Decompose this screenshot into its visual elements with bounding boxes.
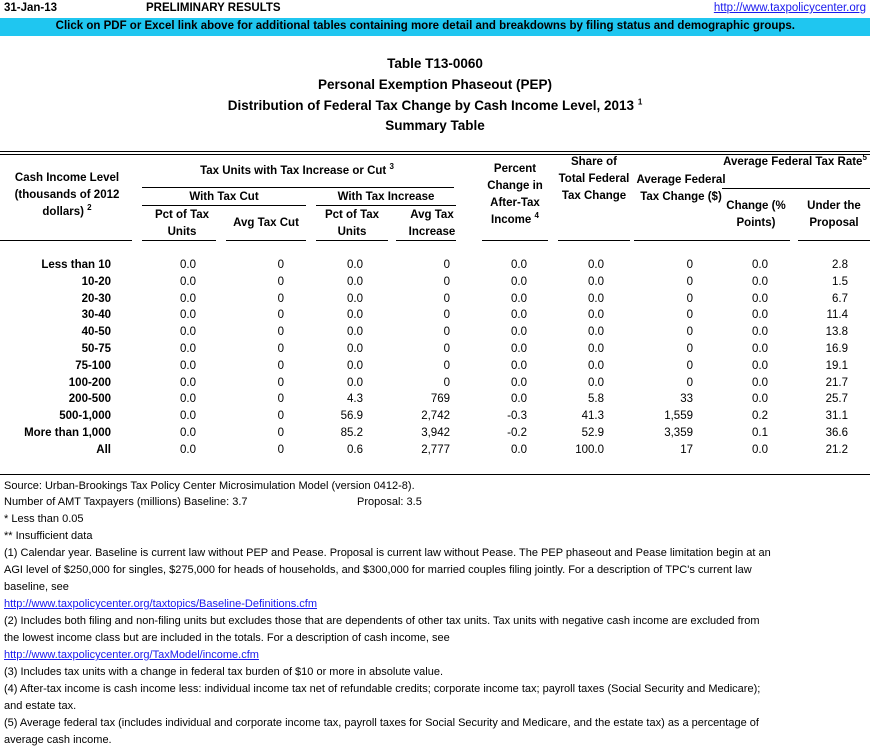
income-level-cell: 200-500 xyxy=(68,393,111,406)
col-rule xyxy=(142,240,216,241)
rate-change-cell: 0.0 xyxy=(752,275,768,288)
avg-fed-tax-change-cell: 0 xyxy=(686,292,693,305)
avg-tax-increase-cell: 0 xyxy=(443,376,450,389)
share-total-change-cell: 41.3 xyxy=(581,410,604,423)
pct-units-increase-cell: 0.0 xyxy=(347,292,363,305)
rate-under-proposal-cell: 1.5 xyxy=(832,275,848,288)
avg-fed-tax-change-cell: 0 xyxy=(686,343,693,355)
table-row xyxy=(0,425,870,442)
pct-units-increase-cell: 0.0 xyxy=(347,359,363,372)
rate-change-cell: 0.2 xyxy=(752,410,768,423)
insufficient-note: ** Insufficient data xyxy=(4,530,93,542)
amt-proposal: Proposal: 3.5 xyxy=(357,496,422,508)
pct-units-increase-cell: 0.0 xyxy=(347,376,363,389)
top-rule xyxy=(0,151,870,152)
pct-units-increase-cell: 0.6 xyxy=(347,443,363,456)
avg-tax-cut-cell: 0 xyxy=(277,326,284,339)
avg-fed-tax-change-cell: 0 xyxy=(686,309,693,322)
header-avg-tax-increase: Avg Tax Increase xyxy=(408,209,456,238)
avg-tax-increase-cell: 0 xyxy=(443,309,450,322)
rate-change-cell: 0.0 xyxy=(752,292,768,305)
income-level-cell: 20-30 xyxy=(81,292,111,305)
rate-change-cell: 0.0 xyxy=(752,259,768,271)
pct-units-cut-cell: 0.0 xyxy=(180,376,196,389)
table-title: Personal Exemption Phaseout (PEP) xyxy=(317,77,553,92)
header-income-level xyxy=(6,170,128,221)
pct-change-after-tax-cell: 0.0 xyxy=(511,326,527,339)
avg-tax-cut-cell: 0 xyxy=(277,427,284,439)
rate-change-cell: 0.0 xyxy=(752,359,768,372)
income-level-text: Cash Income Level (thousands of 2012 dollars) xyxy=(14,172,120,218)
preliminary-status: PRELIMINARY RESULTS xyxy=(146,2,281,14)
share-total-change-cell: 0.0 xyxy=(588,275,604,288)
col-rule xyxy=(396,240,456,241)
group-rule xyxy=(142,187,454,188)
table-row xyxy=(0,274,870,291)
rate-change-cell: 0.0 xyxy=(752,326,768,339)
share-total-change-cell: 0.0 xyxy=(588,259,604,271)
share-total-change-cell: 0.0 xyxy=(588,326,604,339)
share-total-change-cell: 0.0 xyxy=(588,309,604,322)
rate-under-proposal-cell: 11.4 xyxy=(826,309,848,322)
footnote-ref: 3 xyxy=(389,162,394,172)
share-total-change-cell: 0.0 xyxy=(588,292,604,305)
avg-fed-tax-change-cell: 0 xyxy=(686,275,693,288)
pct-units-increase-cell: 0.0 xyxy=(347,343,363,355)
rate-under-proposal-cell: 16.9 xyxy=(825,343,848,355)
rate-under-proposal-cell: 31.1 xyxy=(825,410,848,423)
table-row xyxy=(0,391,870,408)
share-total-change-cell: 52.9 xyxy=(581,427,604,439)
table-row xyxy=(0,408,870,425)
pct-change-after-tax-cell: 0.0 xyxy=(511,275,527,288)
income-level-cell: 30-40 xyxy=(81,309,111,322)
income-level-cell: More than 1,000 xyxy=(24,427,111,439)
footnote-ref: 2 xyxy=(87,203,92,213)
share-total-change-cell: 0.0 xyxy=(588,343,604,355)
pct-units-cut-cell: 0.0 xyxy=(180,343,196,355)
avg-tax-increase-cell: 0 xyxy=(443,275,450,288)
rate-under-proposal-cell: 21.2 xyxy=(825,443,848,456)
header-rate-change: Change (% Points) xyxy=(726,200,786,229)
avg-fed-tax-change-cell: 1,559 xyxy=(664,410,693,423)
pct-units-cut-cell: 0.0 xyxy=(180,443,196,456)
avg-fed-tax-change-cell: 17 xyxy=(680,443,693,456)
rate-change-cell: 0.0 xyxy=(752,343,768,355)
income-level-cell: 40-50 xyxy=(81,326,111,339)
baseline-definitions-link[interactable]: http://www.taxpolicycenter.org/taxtopics/Baseline-Definitions.cfm xyxy=(4,598,318,610)
avg-tax-increase-cell: 0 xyxy=(443,259,450,271)
avg-tax-cut-cell: 0 xyxy=(277,393,284,406)
table-row xyxy=(0,358,870,375)
avg-tax-increase-cell: 769 xyxy=(430,393,450,406)
avg-tax-increase-cell: 0 xyxy=(443,359,450,372)
pct-change-after-tax-cell: -0.3 xyxy=(507,410,527,423)
tax-units-text: Tax Units with Tax Increase or Cut xyxy=(200,165,387,177)
rate-group-rule xyxy=(722,188,870,189)
table-subtitle xyxy=(0,98,870,113)
col-rule xyxy=(226,240,306,241)
footnote-3: (3) Includes tax units with a change in federal tax burden of $10 or more in absolute value. xyxy=(4,666,444,678)
rate-under-proposal-cell: 2.8 xyxy=(832,259,848,271)
avg-tax-increase-cell: 0 xyxy=(443,292,450,305)
pct-units-increase-cell: 4.3 xyxy=(347,393,363,406)
share-total-change-cell: 0.0 xyxy=(588,359,604,372)
income-level-cell: All xyxy=(96,443,111,456)
table-row xyxy=(0,257,870,274)
site-link[interactable]: http://www.taxpolicycenter.org xyxy=(713,2,866,14)
table-row xyxy=(0,307,870,324)
avg-tax-increase-cell: 0 xyxy=(443,326,450,339)
income-definition-link[interactable]: http://www.taxpolicycenter.org/TaxModel/income.cfm xyxy=(4,649,259,661)
pct-units-increase-cell: 56.9 xyxy=(340,410,363,423)
amt-baseline: Number of AMT Taxpayers (millions) Baseline: 3.7 xyxy=(4,496,248,508)
pct-units-cut-cell: 0.0 xyxy=(180,309,196,322)
pct-change-after-tax-cell: 0.0 xyxy=(511,393,527,406)
rate-under-proposal-cell: 36.6 xyxy=(825,427,848,439)
avg-tax-cut-cell: 0 xyxy=(277,259,284,271)
footnote-ref: 1 xyxy=(637,97,643,107)
pct-units-increase-cell: 85.2 xyxy=(340,427,363,439)
header-avg-tax-cut: Avg Tax Cut xyxy=(233,217,299,229)
pct-change-after-tax-cell: -0.2 xyxy=(507,427,527,439)
rate-change-cell: 0.0 xyxy=(752,309,768,322)
income-level-cell: 50-75 xyxy=(81,343,111,355)
avg-fed-tax-change-cell: 0 xyxy=(686,326,693,339)
table-row xyxy=(0,375,870,392)
col-rule xyxy=(634,240,728,241)
header-pct-units-increase: Pct of Tax Units xyxy=(324,209,380,238)
share-total-change-cell: 100.0 xyxy=(575,443,604,456)
col-rule xyxy=(482,240,548,241)
pct-units-increase-cell: 0.0 xyxy=(347,259,363,271)
pct-units-cut-cell: 0.0 xyxy=(180,393,196,406)
pct-units-cut-cell: 0.0 xyxy=(180,275,196,288)
pct-units-cut-cell: 0.0 xyxy=(180,410,196,423)
pct-units-cut-cell: 0.0 xyxy=(180,292,196,305)
subtitle-text: Distribution of Federal Tax Change by Cash Income Level, 2013 xyxy=(227,98,635,113)
rate-change-cell: 0.0 xyxy=(752,393,768,406)
header-pct-units-cut: Pct of Tax Units xyxy=(154,209,210,238)
income-level-cell: 75-100 xyxy=(75,359,111,372)
pct-units-increase-cell: 0.0 xyxy=(347,275,363,288)
pct-change-after-tax-cell: 0.0 xyxy=(511,376,527,389)
header-pct-change-after-tax xyxy=(480,161,550,229)
header-with-tax-cut: With Tax Cut xyxy=(189,191,259,203)
footnote-2a: (2) Includes both filing and non-filing units but excludes those that are dependents of other tax units. Tax units with negative cash income are excluded from xyxy=(4,615,760,627)
avg-tax-cut-cell: 0 xyxy=(277,376,284,389)
rate-change-cell: 0.0 xyxy=(752,443,768,456)
source-note: Source: Urban-Brookings Tax Policy Center Microsimulation Model (version 0412-8). xyxy=(4,480,415,492)
subgroup-rule-cut xyxy=(142,205,306,206)
bottom-rule xyxy=(0,474,870,475)
pct-change-after-tax-cell: 0.0 xyxy=(511,443,527,456)
header-avg-rate-group xyxy=(720,154,870,171)
footnote-ref: 5 xyxy=(862,153,867,163)
subgroup-rule-increase xyxy=(316,205,456,206)
pct-units-cut-cell: 0.0 xyxy=(180,359,196,372)
avg-tax-increase-cell: 3,942 xyxy=(421,427,450,439)
avg-fed-tax-change-cell: 3,359 xyxy=(664,427,693,439)
rate-change-cell: 0.0 xyxy=(752,376,768,389)
avg-tax-increase-cell: 0 xyxy=(443,343,450,355)
avg-tax-cut-cell: 0 xyxy=(277,275,284,288)
table-row xyxy=(0,291,870,308)
col-rule xyxy=(0,240,132,241)
avg-tax-cut-cell: 0 xyxy=(277,309,284,322)
share-total-change-cell: 0.0 xyxy=(588,376,604,389)
pct-units-cut-cell: 0.0 xyxy=(180,427,196,439)
pct-change-after-tax-cell: 0.0 xyxy=(511,309,527,322)
footnote-ref: 4 xyxy=(534,211,539,221)
table-row xyxy=(0,442,870,459)
avg-tax-increase-cell: 2,777 xyxy=(421,443,450,456)
avg-tax-increase-cell: 2,742 xyxy=(421,410,450,423)
avg-tax-cut-cell: 0 xyxy=(277,443,284,456)
avg-tax-cut-cell: 0 xyxy=(277,410,284,423)
avg-fed-tax-change-cell: 0 xyxy=(686,359,693,372)
rate-under-proposal-cell: 19.1 xyxy=(825,359,848,372)
header-avg-fed-tax-change: Average Federal Tax Change ($) xyxy=(636,174,726,203)
rate-under-proposal-cell: 21.7 xyxy=(825,376,848,389)
pct-change-text: Percent Change in After-Tax Income xyxy=(487,163,543,226)
income-level-cell: Less than 10 xyxy=(41,259,111,271)
avg-fed-tax-change-cell: 0 xyxy=(686,376,693,389)
footnote-1b: AGI level of $250,000 for singles, $275,000 for heads of households, and $300,000 for married couples filing jointly. For a description of TPC's current law xyxy=(4,564,752,576)
footnote-4a: (4) After-tax income is cash income less: individual income tax net of refundable credits; corporate income tax; payroll taxes (Social Security and Medicare); xyxy=(4,683,761,695)
table-row xyxy=(0,324,870,341)
income-level-cell: 500-1,000 xyxy=(59,410,111,423)
avg-fed-tax-change-cell: 33 xyxy=(680,393,693,406)
col-rule xyxy=(316,240,388,241)
avg-tax-cut-cell: 0 xyxy=(277,359,284,372)
pct-units-cut-cell: 0.0 xyxy=(180,259,196,271)
info-banner xyxy=(0,18,870,36)
header-tax-units-group xyxy=(142,163,452,180)
footnote-1c: baseline, see xyxy=(4,581,69,593)
table-row xyxy=(0,341,870,358)
summary-label: Summary Table xyxy=(385,118,485,133)
footnote-1a: (1) Calendar year. Baseline is current law without PEP and Pease. Proposal is current law without Pease. The PEP phaseout and Pease limitation begin at an xyxy=(4,547,771,559)
footnote-4b: and estate tax. xyxy=(4,700,77,712)
report-date: 31-Jan-13 xyxy=(4,2,58,14)
avg-tax-cut-cell: 0 xyxy=(277,292,284,305)
pct-change-after-tax-cell: 0.0 xyxy=(511,259,527,271)
table-id: Table T13-0060 xyxy=(387,56,483,71)
income-level-cell: 10-20 xyxy=(81,275,111,288)
banner-text: Click on PDF or Excel link above for additional tables containing more detail and breakdowns by filing status and demographic groups. xyxy=(55,20,795,32)
less-than-note: * Less than 0.05 xyxy=(4,513,84,525)
header-rate-under-proposal: Under the Proposal xyxy=(807,200,861,229)
header-share-total-change: Share of Total Federal Tax Change xyxy=(558,156,630,202)
col-rule xyxy=(798,240,870,241)
pct-units-increase-cell: 0.0 xyxy=(347,326,363,339)
pct-change-after-tax-cell: 0.0 xyxy=(511,343,527,355)
col-rule xyxy=(722,240,790,241)
pct-units-cut-cell: 0.0 xyxy=(180,326,196,339)
pct-change-after-tax-cell: 0.0 xyxy=(511,359,527,372)
footnote-2b: the lowest income class but are included in the totals. For a description of cash income, see xyxy=(4,632,450,644)
col-rule xyxy=(558,240,630,241)
avg-tax-cut-cell: 0 xyxy=(277,343,284,355)
rate-under-proposal-cell: 6.7 xyxy=(832,292,848,305)
footnote-5b: average cash income. xyxy=(4,734,112,746)
pct-change-after-tax-cell: 0.0 xyxy=(511,292,527,305)
rate-under-proposal-cell: 13.8 xyxy=(825,326,848,339)
rate-under-proposal-cell: 25.7 xyxy=(825,393,848,406)
footnote-5a: (5) Average federal tax (includes individual and corporate income tax, payroll taxes for Social Security and Medicare, and the estate tax) as a percentage of xyxy=(4,717,759,729)
avg-fed-tax-change-cell: 0 xyxy=(686,259,693,271)
share-total-change-cell: 5.8 xyxy=(588,393,604,406)
header-with-tax-increase: With Tax Increase xyxy=(337,191,435,203)
pct-units-increase-cell: 0.0 xyxy=(347,309,363,322)
rate-change-cell: 0.1 xyxy=(752,427,768,439)
avg-rate-text: Average Federal Tax Rate xyxy=(723,156,863,168)
income-level-cell: 100-200 xyxy=(68,376,111,389)
